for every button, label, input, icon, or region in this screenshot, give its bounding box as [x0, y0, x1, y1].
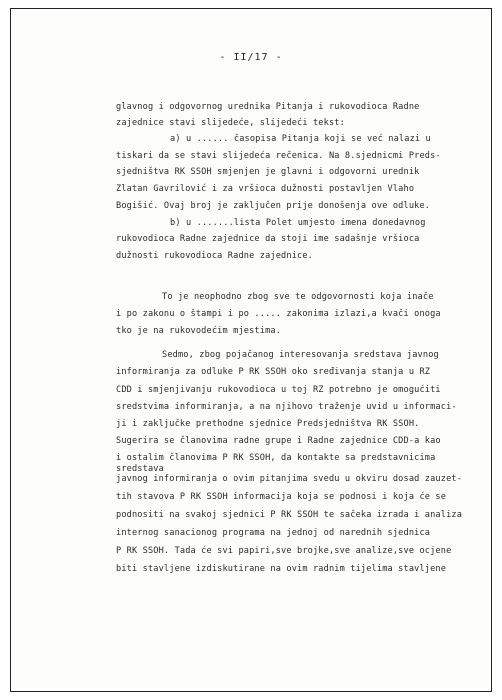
page-number: - II/17 - — [219, 52, 283, 63]
text-line: Sugerira se članovima radne grupe i Radne zajednice CDD-a kao — [116, 436, 441, 446]
text-line: biti stavljene izdiskutirane na ovim radnim tijelima stavljene — [116, 564, 447, 574]
text-line: P RK SSOH. Tada će svi papiri,sve brojke,sve analize,sve ocjene — [116, 546, 452, 556]
text-line: sjedništva RK SSOH smjenjen je glavni i odgovorni urednik — [116, 167, 420, 177]
text-line: CDD i smjenjivanju rukovodioca u toj RZ potrebno je omogućiti — [116, 385, 441, 395]
text-line: glavnog i odgovornog urednika Pitanja i rukovodioca Radne — [116, 102, 420, 112]
text-line: zajednice stavi slijedeće, slijedeći tekst: — [116, 118, 345, 128]
text-line: ji i zaključke prethodne sjednice Predsjedništva RK SSOH. — [116, 419, 420, 429]
text-line: informiranja za odluke P RK SSOH oko sređivanja stanja u RZ — [116, 367, 431, 377]
text-line: podnositi na svakoj sjednici P RK SSOH te sačeka izrada i analiza — [116, 510, 463, 520]
text-line: Sedmo, zbog pojačanog interesovanja sredstava javnog — [162, 350, 439, 360]
text-line: tiskari da se stavi slijedeća rečenica. Na 8.sjednicmi Preds- — [116, 151, 441, 161]
text-line: tko je na rukovodećim mjestima. — [116, 326, 282, 336]
text-line: a) u ...... časopisa Pitanja koji se već nalazi u — [170, 134, 431, 144]
text-line: sredstvima informiranja, a na njihovo traženje uvid u informaci- — [116, 402, 457, 412]
text-line: dužnosti rukovodioca Radne zajednice. — [116, 251, 313, 261]
text-line: i po zakonu o štampi i po ..... zakonima izlazi,a kvači onoga — [116, 309, 441, 319]
text-line: To je neophodno zbog sve te odgovornosti koja inače — [162, 292, 434, 302]
text-line: javnog informiranja o ovim pitanjima svedu u okviru dosad zauzet- — [116, 474, 463, 484]
text-line: Bogišić. Ovaj broj je zaključen prije donošenja ove odluke. — [116, 201, 431, 211]
text-line: sredstava — [116, 464, 164, 474]
text-line: internog sanacionog programa na jednoj od narednih sjednica — [116, 528, 431, 538]
text-line: i ostalim članovima P RK SSOH, da kontakte sa predstavnicima — [116, 453, 436, 463]
text-line: b) u .......lista Polet umjesto imena donedavnog — [170, 218, 426, 228]
text-line: tih stavova P RK SSOH informacija koja se podnosi i koja će se — [116, 492, 447, 502]
text-line: rukovodioca Radne zajednice da stoji ime sadašnje vršioca — [116, 234, 420, 244]
text-line: Zlatan Gavrilović i za vršioca dužnosti postavljen Vlaho — [116, 184, 415, 194]
